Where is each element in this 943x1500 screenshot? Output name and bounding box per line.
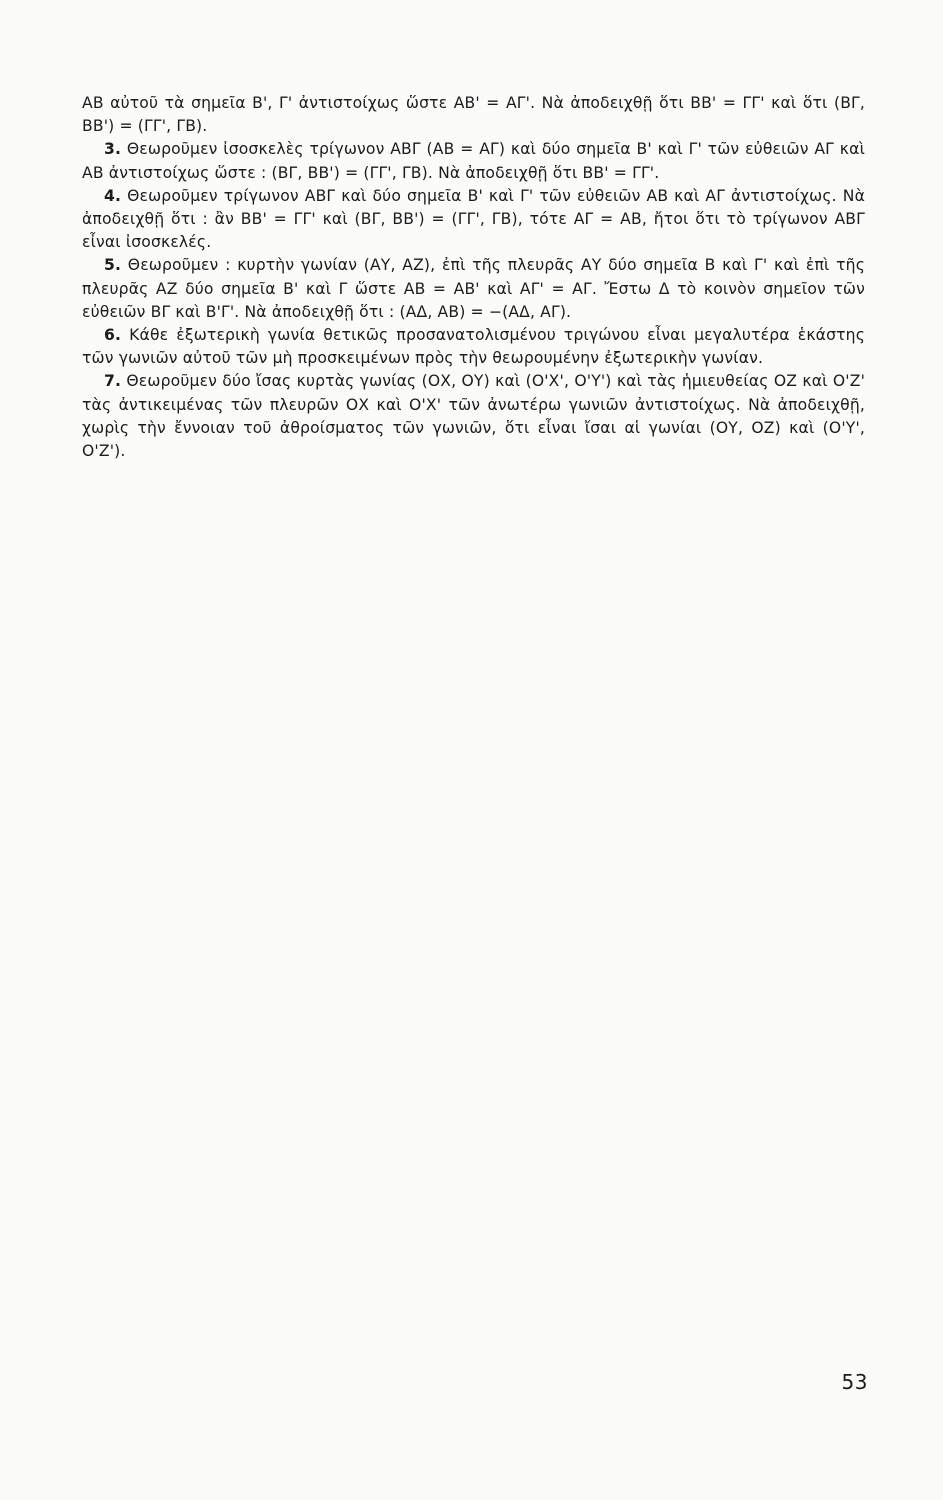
exercise-number: 6. — [104, 326, 122, 345]
exercise-text: Θεωροῦμεν τρίγωνον ΑΒΓ καὶ δύο σημεῖα Β' καὶ Γ' τῶν εὐθειῶν ΑΒ καὶ ΑΓ ἀντιστοίχως. Νὰ ἀποδειχθῇ ὅτι : ἂν ΒΒ' = ΓΓ' καὶ (ΒΓ, ΒΒ') = (ΓΓ', ΓΒ), τότε ΑΓ = ΑΒ, ἤτοι ὅτι τὸ τρίγωνον ΑΒΓ εἶναι ἰσοσκελές. — [82, 186, 865, 252]
continuation-paragraph: ΑΒ αὐτοῦ τὰ σημεῖα Β', Γ' ἀντιστοίχως ὥστε ΑΒ' = ΑΓ'. Νὰ ἀποδειχθῇ ὅτι ΒΒ' = ΓΓ' καὶ ὅτι (ΒΓ, ΒΒ') = (ΓΓ', ΓΒ). — [82, 94, 865, 136]
exercise-number: 5. — [104, 256, 122, 275]
exercise-7 — [82, 370, 865, 463]
page-number: 53 — [841, 1370, 868, 1394]
exercise-4 — [82, 185, 865, 255]
exercise-text: Θεωροῦμεν : κυρτὴν γωνίαν (ΑΥ, ΑΖ), ἐπὶ τῆς πλευρᾶς ΑΥ δύο σημεῖα Β καὶ Γ' καὶ ἐπὶ τῆς πλευρᾶς ΑΖ δύο σημεῖα Β' καὶ Γ ὥστε ΑΒ = ΑΒ' καὶ ΑΓ' = ΑΓ. Ἔστω Δ τὸ κοινὸν σημεῖον τῶν εὐθειῶν ΒΓ καὶ Β'Γ'. Νὰ ἀποδειχθῇ ὅτι : (ΑΔ, ΑΒ) = −(ΑΔ, ΑΓ). — [82, 256, 866, 321]
exercise-text: Θεωροῦμεν δύο ἴσας κυρτὰς γωνίας (ΟΧ, ΟΥ) καὶ (Ο'Χ', Ο'Υ') καὶ τὰς ἡμιευθείας ΟΖ καὶ Ο'Ζ' τὰς ἀντικειμένας τῶν πλευρῶν ΟΧ καὶ Ο'Χ' τῶν ἀνωτέρω γωνιῶν ἀντιστοίχως. Νὰ ἀποδειχθῇ, χωρὶς τὴν ἔννοιαν τοῦ ἀθροίσματος τῶν γωνιῶν, ὅτι εἶναι ἴσαι αἱ γωνίαι (ΟΥ, ΟΖ) καὶ (Ο'Υ', Ο'Ζ'). — [82, 372, 866, 461]
exercise-3 — [82, 138, 865, 184]
exercise-number: 4. — [104, 186, 122, 205]
exercise-number: 3. — [104, 140, 122, 159]
exercise-number: 7. — [104, 372, 122, 391]
exercise-text: Θεωροῦμεν ἰσοσκελὲς τρίγωνον ΑΒΓ (ΑΒ = ΑΓ) καὶ δύο σημεῖα Β' καὶ Γ' τῶν εὐθειῶν ΑΓ καὶ ΑΒ ἀντιστοίχως ὥστε : (ΒΓ, ΒΒ') = (ΓΓ', ΓΒ). Νὰ ἀποδειχθῇ ὅτι ΒΒ' = ΓΓ'. — [82, 140, 866, 182]
exercise-5 — [82, 254, 865, 324]
exercise-text: Κάθε ἐξωτερικὴ γωνία θετικῶς προσανατολισμένου τριγώνου εἶναι μεγαλυτέρα ἑκάστης τῶν γωνιῶν αὐτοῦ τῶν μὴ προσκειμένων πρὸς τὴν θεωρουμένην ἐξωτερικὴν γωνίαν. — [82, 326, 865, 368]
exercise-6 — [82, 324, 865, 370]
page-body — [82, 92, 865, 463]
